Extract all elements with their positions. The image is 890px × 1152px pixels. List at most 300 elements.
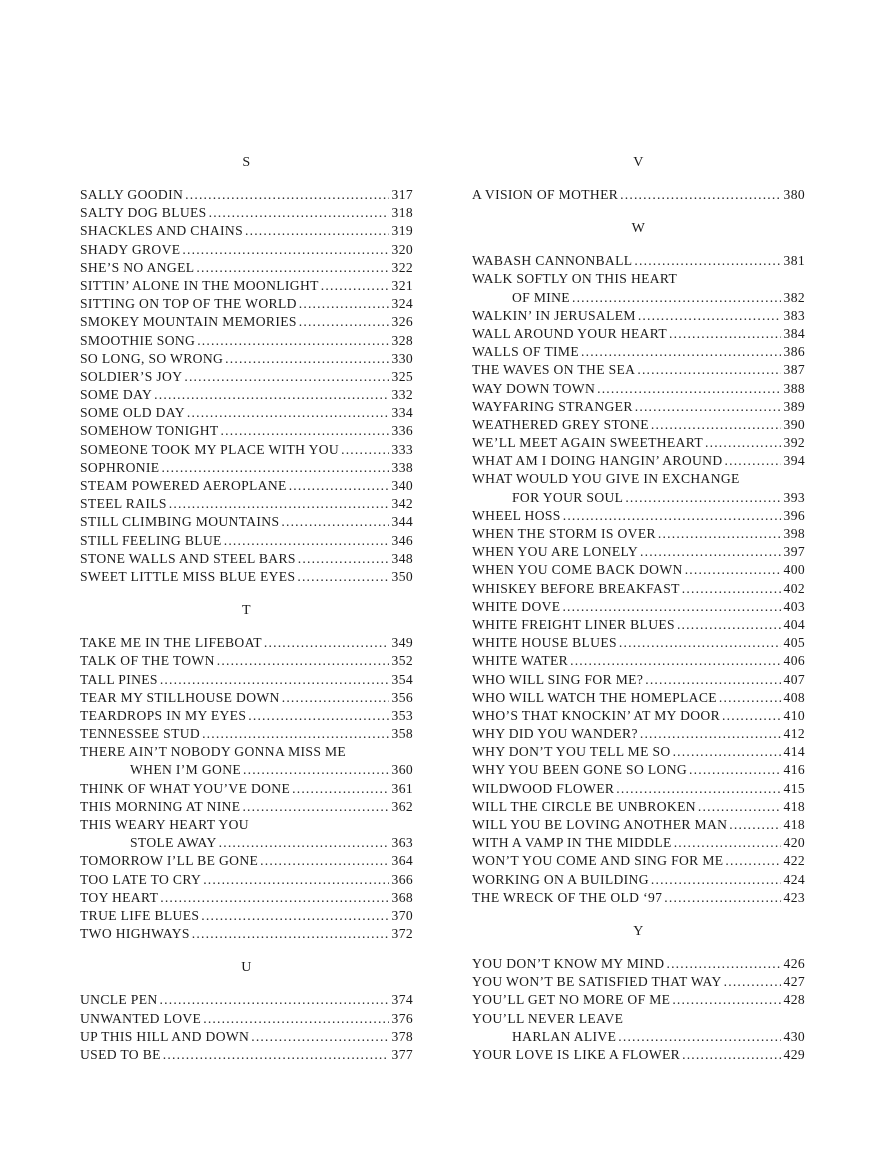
dot-leader: [202, 725, 388, 743]
page-number: 361: [391, 780, 413, 796]
index-entry: [472, 689, 805, 707]
index-entry: [472, 270, 805, 288]
dot-leader: [682, 580, 781, 598]
index-entry: [80, 259, 413, 277]
song-title: WHEN I’M GONE: [130, 762, 242, 778]
dot-leader: [658, 525, 781, 543]
dot-leader: [677, 616, 781, 634]
index-section: [80, 602, 413, 943]
index-entry: [80, 422, 413, 440]
song-title: SITTIN’ ALONE IN THE MOONLIGHT: [80, 277, 319, 293]
index-entry: [472, 434, 805, 452]
song-title: YOU’LL GET NO MORE OF ME: [472, 992, 671, 1008]
dot-leader: [725, 452, 781, 470]
index-entry: [472, 1028, 805, 1046]
dot-leader: [698, 798, 781, 816]
dot-leader: [640, 543, 781, 561]
dot-leader: [217, 652, 389, 670]
dot-leader: [637, 361, 780, 379]
page-number: 386: [783, 344, 805, 360]
page-number: 358: [391, 726, 413, 742]
song-title: SOMEONE TOOK MY PLACE WITH YOU: [80, 441, 340, 457]
section-letter-heading: W: [631, 221, 646, 237]
dot-leader: [248, 707, 388, 725]
dot-leader: [563, 507, 781, 525]
page-number: 356: [391, 689, 413, 705]
page-number: 402: [783, 580, 805, 596]
index-column-left: [80, 150, 413, 1064]
song-title: UP THIS HILL AND DOWN: [80, 1028, 250, 1044]
page-number: 330: [391, 350, 413, 366]
page-number: 398: [783, 526, 805, 541]
index-entry: [80, 295, 413, 313]
index-entry: [80, 477, 413, 495]
dot-leader: [282, 689, 389, 707]
index-entry: [472, 1010, 805, 1028]
index-entry: [472, 725, 805, 743]
page-number: 405: [783, 635, 805, 651]
index-section: [80, 959, 413, 1064]
page-number: 430: [783, 1028, 805, 1044]
dot-leader: [260, 852, 388, 870]
song-title: SITTING ON TOP OF THE WORLD: [80, 296, 297, 312]
page-number: 372: [391, 926, 413, 942]
dot-leader: [299, 313, 389, 331]
song-title: THERE AIN’T NOBODY GONNA MISS ME: [80, 744, 347, 760]
index-entry: [80, 222, 413, 240]
page-number: 352: [391, 653, 413, 669]
page-number: 340: [391, 478, 413, 493]
dot-leader: [725, 852, 780, 870]
page-number: 338: [391, 459, 413, 475]
page-number: 406: [783, 653, 805, 669]
index-entry: [80, 780, 413, 798]
page-number: 403: [783, 598, 805, 614]
index-column-right: [472, 150, 805, 1064]
song-title: TOY HEART: [80, 889, 159, 905]
index-section: [472, 220, 805, 907]
index-entry: [80, 404, 413, 422]
page-number: 378: [391, 1028, 413, 1044]
song-title: WHEN YOU COME BACK DOWN: [472, 562, 683, 578]
index-entry: [472, 991, 805, 1009]
page-number: 412: [783, 726, 805, 742]
dot-leader: [674, 834, 781, 852]
index-entry: [472, 652, 805, 670]
song-title: TENNESSEE STUD: [80, 726, 201, 742]
dot-leader: [196, 259, 388, 277]
page-number: 350: [391, 568, 413, 584]
dot-leader: [640, 725, 781, 743]
index-entry: [472, 186, 805, 204]
page-number: 324: [391, 296, 413, 312]
page-number: 344: [391, 514, 413, 530]
page-number: 427: [783, 974, 805, 990]
index-entry: [472, 973, 805, 991]
song-title: TALL PINES: [80, 671, 158, 687]
index-entry: [80, 386, 413, 404]
song-title: FOR YOUR SOUL: [512, 489, 624, 505]
dot-leader: [242, 798, 388, 816]
page-number: 396: [783, 507, 805, 523]
song-title: TOO LATE TO CRY: [80, 871, 202, 887]
dot-leader: [184, 368, 388, 386]
index-entry: [472, 816, 805, 834]
dot-leader: [572, 289, 781, 307]
index-entry: [80, 634, 413, 652]
page-number: 377: [391, 1046, 413, 1062]
index-entry: [472, 489, 805, 507]
song-title: STONE WALLS AND STEEL BARS: [80, 550, 296, 566]
song-title: WILL THE CIRCLE BE UNBROKEN: [472, 798, 696, 814]
song-title: A VISION OF MOTHER: [472, 187, 619, 202]
song-title: WAYFARING STRANGER: [472, 398, 633, 414]
page-number: 410: [783, 707, 805, 723]
song-title: WHEN THE STORM IS OVER: [472, 526, 656, 541]
dot-leader: [203, 1010, 388, 1028]
index-entry: [472, 834, 805, 852]
page-number: 415: [783, 780, 805, 796]
page-number: 429: [783, 1046, 805, 1062]
song-title: TRUE LIFE BLUES: [80, 907, 200, 923]
dot-leader: [666, 955, 780, 973]
song-title: WHO WILL SING FOR ME?: [472, 671, 644, 687]
dot-leader: [618, 1028, 780, 1046]
song-title: SHE’S NO ANGEL: [80, 259, 195, 275]
page-number: 332: [391, 387, 413, 403]
dot-leader: [321, 277, 389, 295]
index-entry: [80, 368, 413, 386]
song-title: SWEET LITTLE MISS BLUE EYES: [80, 568, 296, 584]
dot-leader: [251, 1028, 388, 1046]
song-title: SMOOTHIE SONG: [80, 332, 196, 348]
page-number: 387: [783, 362, 805, 378]
dot-leader: [224, 532, 389, 550]
song-title: SHADY GROVE: [80, 241, 181, 257]
index-section: [80, 154, 413, 586]
song-title: THIS MORNING AT NINE: [80, 798, 241, 814]
page-number: 428: [783, 992, 805, 1008]
index-entry: [80, 725, 413, 743]
page-number: 423: [783, 889, 805, 905]
index-entry: [80, 332, 413, 350]
dot-leader: [299, 295, 389, 313]
dot-leader: [161, 459, 388, 477]
page-number: 414: [783, 744, 805, 760]
song-title: TAKE ME IN THE LIFEBOAT: [80, 635, 262, 651]
index-entry: [80, 241, 413, 259]
index-section: [472, 923, 805, 1064]
dot-leader: [187, 404, 389, 422]
page-number: 334: [391, 405, 413, 421]
song-title: STEEL RAILS: [80, 496, 167, 512]
dot-leader: [664, 889, 780, 907]
index-entry: [80, 816, 413, 834]
index-entry: [472, 470, 805, 488]
index-entry: [80, 441, 413, 459]
song-title: WHISKEY BEFORE BREAKFAST: [472, 580, 680, 596]
page-number: 321: [391, 277, 413, 293]
page-number: 393: [783, 489, 805, 505]
song-title: YOU WON’T BE SATISFIED THAT WAY: [472, 974, 722, 990]
song-title: WHAT AM I DOING HANGIN’ AROUND: [472, 453, 723, 469]
song-title: WALLS OF TIME: [472, 344, 580, 360]
index-entry: [80, 495, 413, 513]
page-number: 320: [391, 241, 413, 257]
page-number: 366: [391, 871, 413, 887]
page-number: 333: [391, 441, 413, 457]
section-letter-heading: V: [633, 155, 644, 170]
dot-leader: [597, 380, 780, 398]
song-title: TWO HIGHWAYS: [80, 926, 190, 942]
index-entry: [80, 871, 413, 889]
song-title: THE WAVES ON THE SEA: [472, 362, 636, 378]
song-title: SOME DAY: [80, 387, 153, 403]
page-number: 408: [783, 689, 805, 705]
dot-leader: [298, 550, 389, 568]
page-number: 318: [391, 205, 413, 221]
song-title: UNWANTED LOVE: [80, 1010, 202, 1026]
dot-leader: [203, 871, 388, 889]
dot-leader: [685, 561, 781, 579]
page-number: 319: [391, 223, 413, 239]
song-title: WAY DOWN TOWN: [472, 380, 596, 396]
page-number: 374: [391, 992, 413, 1008]
song-title: WITH A VAMP IN THE MIDDLE: [472, 835, 672, 851]
index-entry: [80, 550, 413, 568]
song-title: WALKIN’ IN JERUSALEM: [472, 307, 636, 323]
dot-leader: [682, 1046, 780, 1064]
page-number: 416: [783, 762, 805, 778]
dot-leader: [160, 991, 389, 1009]
song-title: WHITE DOVE: [472, 598, 561, 614]
dot-leader: [201, 907, 388, 925]
index-entry: [472, 398, 805, 416]
page-number: 384: [783, 325, 805, 341]
index-entry: [472, 416, 805, 434]
index-entry: [472, 671, 805, 689]
page-number: 376: [391, 1010, 413, 1026]
page-number: 354: [391, 671, 413, 687]
dot-leader: [297, 568, 388, 586]
dot-leader: [689, 761, 781, 779]
dot-leader: [672, 991, 780, 1009]
index-entry: [80, 689, 413, 707]
index-entry: [472, 852, 805, 870]
song-title: SOPHRONIE: [80, 459, 160, 475]
index-entry: [80, 743, 413, 761]
index-entry: [472, 525, 805, 543]
index-entry: [472, 307, 805, 325]
dot-leader: [669, 325, 781, 343]
song-title: WHY YOU BEEN GONE SO LONG: [472, 762, 688, 778]
index-entry: [472, 780, 805, 798]
page-number: 370: [391, 907, 413, 923]
section-letter-heading: U: [241, 960, 252, 976]
page-number: 364: [391, 853, 413, 869]
page-number: 325: [391, 368, 413, 384]
page-number: 424: [783, 871, 805, 887]
page-number: 400: [783, 562, 805, 578]
page-number: 353: [391, 707, 413, 723]
song-title: WHY DID YOU WANDER?: [472, 726, 638, 742]
song-title: WON’T YOU COME AND SING FOR ME: [472, 853, 724, 869]
song-title: WORKING ON A BUILDING: [472, 871, 649, 887]
song-title: TEARDROPS IN MY EYES: [80, 707, 247, 723]
dot-leader: [625, 489, 780, 507]
dot-leader: [724, 973, 781, 991]
index-entry: [80, 925, 413, 943]
index-entry: [472, 452, 805, 470]
dot-leader: [182, 241, 388, 259]
song-title: WHO WILL WATCH THE HOMEPLACE: [472, 689, 717, 705]
song-title: WILDWOOD FLOWER: [472, 780, 615, 796]
page-number: 336: [391, 423, 413, 439]
index-entry: [472, 289, 805, 307]
index-entry: [472, 580, 805, 598]
song-title: THE WRECK OF THE OLD ‘97: [472, 889, 663, 905]
index-entry: [472, 1046, 805, 1064]
song-title: WHAT WOULD YOU GIVE IN EXCHANGE: [472, 471, 740, 487]
page-number: 368: [391, 889, 413, 905]
index-entry: [80, 513, 413, 531]
song-title: SALTY DOG BLUES: [80, 205, 207, 221]
page-number: 404: [783, 616, 805, 632]
song-title: SOME OLD DAY: [80, 405, 185, 421]
page-number: 389: [783, 398, 805, 414]
index-entry: [472, 543, 805, 561]
song-title: STILL FEELING BLUE: [80, 532, 222, 548]
dot-leader: [651, 416, 781, 434]
dot-leader: [619, 634, 781, 652]
page-number: 418: [783, 817, 805, 832]
section-letter-heading: S: [242, 155, 251, 170]
index-entry: [80, 204, 413, 222]
page-number: 420: [783, 835, 805, 851]
index-entry: [80, 532, 413, 550]
dot-leader: [722, 707, 781, 725]
dot-leader: [341, 441, 388, 459]
dot-leader: [169, 495, 389, 513]
song-title: WEATHERED GREY STONE: [472, 416, 649, 432]
page-number: 317: [391, 187, 413, 202]
page-number: 346: [391, 532, 413, 548]
page-number: 422: [783, 853, 805, 869]
song-title: STOLE AWAY: [130, 835, 217, 851]
index-entry: [80, 834, 413, 852]
song-title: SALLY GOODIN: [80, 187, 184, 202]
dot-leader: [651, 871, 781, 889]
page-number: 342: [391, 496, 413, 512]
index-entry: [472, 955, 805, 973]
dot-leader: [729, 816, 780, 834]
dot-leader: [154, 386, 388, 404]
index-entry: [80, 707, 413, 725]
index-entry: [472, 507, 805, 525]
index-entry: [472, 380, 805, 398]
index-entry: [472, 761, 805, 779]
page-number: 328: [391, 332, 413, 348]
song-title: THIS WEARY HEART YOU: [80, 817, 249, 832]
page-number: 394: [783, 453, 805, 469]
song-title: WHO’S THAT KNOCKIN’ AT MY DOOR: [472, 707, 721, 723]
index-entry: [80, 652, 413, 670]
dot-leader: [289, 477, 389, 495]
page-number: 382: [783, 289, 805, 305]
page-number: 380: [783, 187, 805, 202]
dot-leader: [292, 780, 388, 798]
dot-leader: [163, 1046, 389, 1064]
song-title: TEAR MY STILLHOUSE DOWN: [80, 689, 280, 705]
index-entry: [80, 1046, 413, 1064]
dot-leader: [638, 307, 781, 325]
song-title: OF MINE: [512, 289, 570, 305]
section-letter-heading: Y: [633, 923, 644, 939]
index-entry: [80, 907, 413, 925]
index-entry: [472, 889, 805, 907]
index-entry: [80, 313, 413, 331]
page-number: 390: [783, 416, 805, 432]
song-title: TOMORROW I’LL BE GONE: [80, 853, 259, 869]
page-number: 363: [391, 835, 413, 851]
dot-leader: [197, 332, 388, 350]
page-number: 349: [391, 635, 413, 651]
index-entry: [472, 707, 805, 725]
dot-leader: [219, 834, 389, 852]
index-entry: [472, 743, 805, 761]
page-number: 360: [391, 762, 413, 778]
index-entry: [80, 568, 413, 586]
song-title: WE’LL MEET AGAIN SWEETHEART: [472, 435, 703, 451]
dot-leader: [705, 434, 781, 452]
dot-leader: [620, 186, 780, 204]
song-title: SOLDIER’S JOY: [80, 368, 183, 384]
song-title: YOUR LOVE IS LIKE A FLOWER: [472, 1046, 681, 1062]
index-entry: [472, 343, 805, 361]
index-entry: [472, 561, 805, 579]
song-title: UNCLE PEN: [80, 992, 158, 1008]
song-title: WHITE HOUSE BLUES: [472, 635, 617, 651]
index-entry: [472, 798, 805, 816]
dot-leader: [160, 889, 388, 907]
index-entry: [472, 616, 805, 634]
index-entry: [80, 761, 413, 779]
song-title: STEAM POWERED AEROPLANE: [80, 478, 287, 493]
index-entry: [80, 991, 413, 1009]
song-title: WILL YOU BE LOVING ANOTHER MAN: [472, 817, 728, 832]
page-number: 362: [391, 798, 413, 814]
index-entry: [80, 852, 413, 870]
page-number: 426: [783, 955, 805, 971]
dot-leader: [562, 598, 780, 616]
song-title: SO LONG, SO WRONG: [80, 350, 224, 366]
page-number: 322: [391, 259, 413, 275]
index-entry: [80, 798, 413, 816]
dot-leader: [281, 513, 388, 531]
index-entry: [80, 186, 413, 204]
dot-leader: [264, 634, 389, 652]
song-title: WABASH CANNONBALL: [472, 253, 633, 269]
dot-leader: [581, 343, 781, 361]
page-number: 383: [783, 307, 805, 323]
song-title: WHITE WATER: [472, 653, 569, 669]
index-entry: [80, 459, 413, 477]
page-number: 348: [391, 550, 413, 566]
song-title: WHEN YOU ARE LONELY: [472, 544, 638, 560]
dot-leader: [185, 186, 388, 204]
dot-leader: [225, 350, 388, 368]
song-title: WALK SOFTLY ON THIS HEART: [472, 271, 678, 287]
